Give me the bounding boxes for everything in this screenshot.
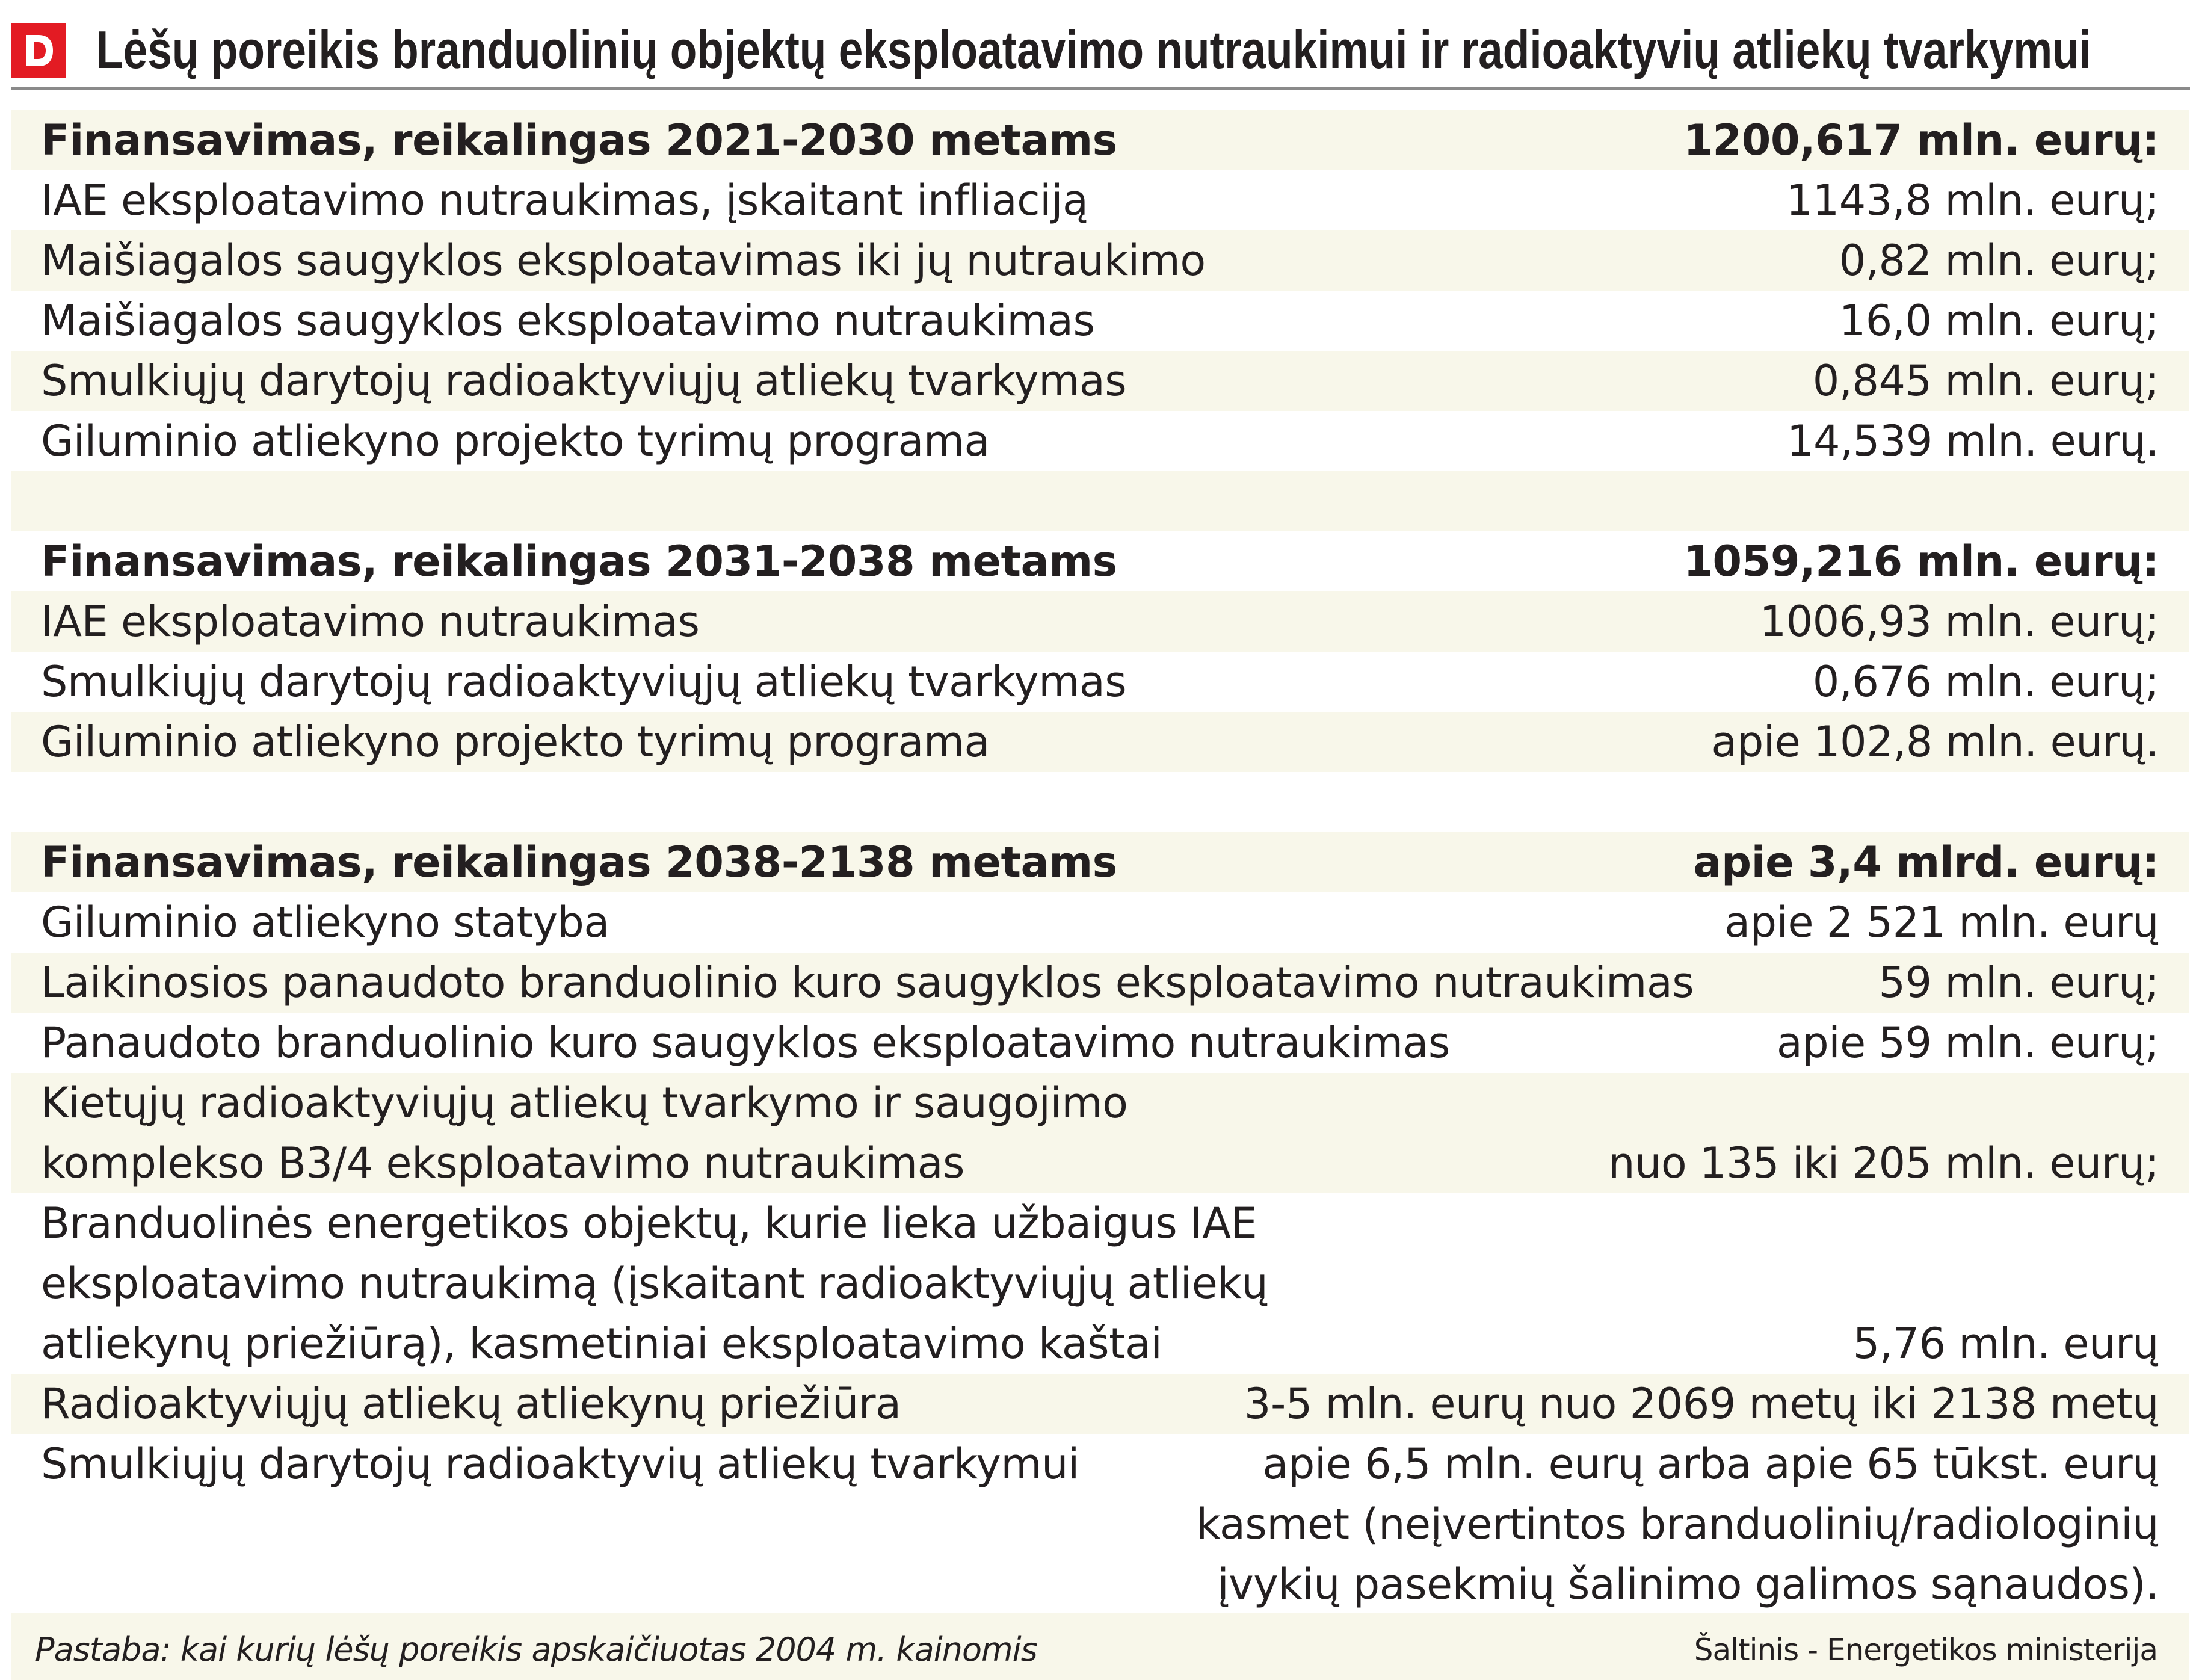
row-value: apie 59 mln. eurų; — [1776, 1018, 2159, 1067]
table-row — [11, 1013, 2189, 1073]
row-label: Branduolinės energetikos objektų, kurie lieka užbaigus IAE eksploatavimo nutraukimą (įskaitant radioaktyviųjų atliekų atliekynų priežiūrą), kasmetiniai eksploatavimo kaštai — [41, 1199, 1268, 1368]
row-label: Giluminio atliekyno statyba — [41, 898, 609, 947]
row-label: IAE eksploatavimo nutraukimas, įskaitant infliaciją — [41, 176, 1088, 225]
section-heading: Finansavimas, reikalingas 2031-2038 metams — [41, 537, 1117, 586]
row-value: 14,539 mln. eurų. — [1786, 416, 2159, 466]
table-row — [11, 652, 2189, 712]
section-spacer — [11, 471, 2189, 531]
header — [0, 0, 2190, 89]
section-total: 1200,617 mln. eurų: — [1683, 116, 2159, 165]
row-value: 1006,93 mln. eurų; — [1759, 597, 2159, 646]
section-total: apie 3,4 mlrd. eurų: — [1693, 838, 2159, 887]
section-total: 1059,216 mln. eurų: — [1683, 537, 2159, 586]
row-label: Radioaktyviųjų atliekų atliekynų priežiūra — [41, 1379, 901, 1428]
row-label: Kietųjų radioaktyviųjų atliekų tvarkymo ir saugojimo komplekso B3/4 eksploatavimo nutraukimas — [41, 1078, 1128, 1188]
row-label: Maišiagalos saugyklos eksploatavimas iki jų nutraukimo — [41, 236, 1206, 285]
table-row — [11, 953, 2189, 1013]
source-credit: Šaltinis - Energetikos ministerija — [1694, 1632, 2158, 1667]
footer — [11, 1613, 2189, 1680]
section-spacer — [11, 772, 2189, 832]
section-heading: Finansavimas, reikalingas 2038-2138 metams — [41, 838, 1117, 887]
row-value: 16,0 mln. eurų; — [1839, 296, 2159, 345]
table-row — [11, 1193, 2189, 1374]
header-divider — [11, 87, 2190, 90]
table-row — [11, 170, 2189, 230]
row-label: Maišiagalos saugyklos eksploatavimo nutraukimas — [41, 296, 1095, 345]
row-label: Smulkiųjų darytojų radioaktyviųjų atliekų tvarkymas — [41, 657, 1127, 706]
section-heading-row — [11, 531, 2189, 591]
table-row — [11, 1434, 2189, 1614]
section-heading: Finansavimas, reikalingas 2021-2030 metams — [41, 116, 1117, 165]
funding-table — [11, 110, 2189, 1614]
row-value: 0,82 mln. eurų; — [1839, 236, 2159, 285]
row-label: IAE eksploatavimo nutraukimas — [41, 597, 700, 646]
row-value: apie 2 521 mln. eurų — [1724, 898, 2159, 947]
table-row — [11, 351, 2189, 411]
row-value: apie 6,5 mln. eurų arba apie 65 tūkst. eurų kasmet (neįvertintos branduolinių/radiologinių įvykių pasekmių šalinimo galimos sąnaudos). — [1196, 1439, 2159, 1609]
row-value: nuo 135 iki 205 mln. eurų; — [1608, 1138, 2159, 1188]
row-value: 0,845 mln. eurų; — [1812, 356, 2159, 406]
row-value: 3-5 mln. eurų nuo 2069 metų iki 2138 metų — [1244, 1379, 2159, 1428]
table-row — [11, 892, 2189, 953]
footnote: Pastaba: kai kurių lėšų poreikis apskaičiuotas 2004 m. kainomis — [35, 1631, 1037, 1669]
row-value: apie 102,8 mln. eurų. — [1711, 717, 2159, 767]
section-heading-row — [11, 832, 2189, 892]
table-row — [11, 712, 2189, 772]
table-row — [11, 230, 2189, 291]
row-label: Giluminio atliekyno projekto tyrimų programa — [41, 717, 990, 767]
row-value: 1143,8 mln. eurų; — [1786, 176, 2159, 225]
row-label: Panaudoto branduolinio kuro saugyklos eksploatavimo nutraukimas — [41, 1018, 1450, 1067]
row-label: Smulkiųjų darytojų radioaktyvių atliekų tvarkymui — [41, 1439, 1079, 1489]
table-row — [11, 591, 2189, 652]
page-title: Lėšų poreikis branduolinių objektų eksploatavimo nutraukimui ir radioaktyvių atliekų tvarkymui — [96, 20, 2092, 79]
table-row — [11, 291, 2189, 351]
row-label: Giluminio atliekyno projekto tyrimų programa — [41, 416, 990, 466]
row-label: Laikinosios panaudoto branduolinio kuro saugyklos eksploatavimo nutraukimas — [41, 958, 1694, 1007]
row-value: 0,676 mln. eurų; — [1812, 657, 2159, 706]
table-row — [11, 1073, 2189, 1193]
table-row — [11, 411, 2189, 471]
row-value: 5,76 mln. eurų — [1852, 1319, 2159, 1368]
section-heading-row — [11, 110, 2189, 170]
publisher-logo-icon — [11, 23, 66, 78]
row-label: Smulkiųjų darytojų radioaktyviųjų atliekų tvarkymas — [41, 356, 1127, 406]
table-row — [11, 1374, 2189, 1434]
row-value: 59 mln. eurų; — [1878, 958, 2159, 1007]
